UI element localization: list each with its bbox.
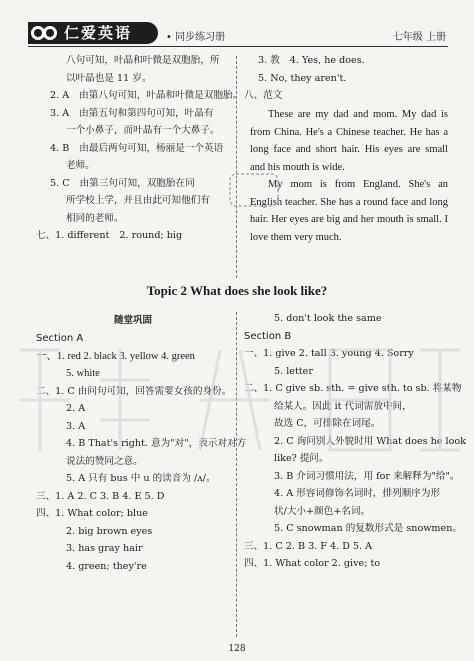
answer-text: 所学校上学，并且由此可知他们有 bbox=[66, 195, 210, 206]
answers-bottom-left bbox=[36, 330, 247, 575]
answer-line bbox=[244, 52, 448, 70]
answers-bottom-right bbox=[244, 310, 466, 573]
essay-paragraph-2: My mom is from England. She's an English teacher. She has a round face and long hair. Her eyes are big and her mouth is small. I love them very much. bbox=[250, 179, 448, 243]
answer-line: 二、1. C 由问句可知，回答需要女孩的身份。 bbox=[36, 385, 232, 397]
answer-text: 以叶晶也是 11 岁。 bbox=[66, 72, 152, 84]
answer-text: 由最后两句可知，杨丽是一个英语 bbox=[79, 142, 224, 154]
answer-line bbox=[36, 210, 232, 228]
answer-number: 4. B bbox=[50, 142, 70, 154]
answer-line: 四、1. What color 2. give; to bbox=[244, 558, 381, 569]
header-rule bbox=[28, 46, 448, 47]
brand-title: 仁爱英语 bbox=[64, 24, 133, 42]
section-subhead: 随堂巩固 bbox=[114, 315, 153, 326]
answer-line: 三、1. C 2. B 3. F 4. D 5. A bbox=[244, 540, 373, 552]
answer-line bbox=[244, 87, 448, 105]
answer-number: 2. A bbox=[50, 90, 70, 101]
answer-text: 相同的老师。 bbox=[66, 212, 124, 224]
answer-line bbox=[36, 105, 232, 123]
answer-line: 2. big brown eyes bbox=[66, 525, 153, 537]
answer-line: 4. A 形容词修饰名词时，排列顺序为形 bbox=[274, 488, 441, 499]
answer-text: 5. No, they aren't. bbox=[258, 72, 347, 84]
answer-number: 八、范文 bbox=[244, 90, 283, 101]
answer-line: 4. B That's right. 意为"对"，表示对对方 bbox=[66, 438, 247, 449]
answer-line: like? 提问。 bbox=[274, 453, 329, 464]
answer-line: 3. has gray hair bbox=[66, 543, 143, 554]
grade-label: 七年级 上册 bbox=[392, 32, 446, 43]
answer-line: 2. C 询问别人外貌时用 What does he look bbox=[274, 435, 466, 447]
series-name: • 同步练习册 bbox=[166, 32, 226, 43]
answer-line: 5. don't look the same bbox=[274, 313, 382, 324]
answer-line bbox=[36, 52, 232, 70]
answer-number: 七、1. different bbox=[36, 230, 110, 241]
answer-line: 故选 C，可排除在词尾。 bbox=[274, 418, 381, 429]
answer-line: 状/大小+颜色+名词。 bbox=[274, 505, 371, 517]
answer-line: 一、1. red 2. black 3. yellow 4. green bbox=[36, 350, 195, 362]
answer-line bbox=[36, 175, 232, 193]
answer-line bbox=[36, 70, 232, 88]
answer-text: 一个小鼻子，而叶晶有一个大鼻子。 bbox=[66, 125, 220, 136]
section-heading: Section A bbox=[36, 333, 84, 344]
answer-line bbox=[36, 122, 232, 140]
answer-line bbox=[36, 87, 243, 105]
answer-text: 由第八句可知，叶晶和叶微是双胞胎。 bbox=[79, 90, 243, 101]
topic-title: Topic 2 What does she look like? bbox=[146, 283, 328, 298]
answer-line bbox=[244, 70, 448, 88]
answer-number: 3. A bbox=[50, 107, 70, 119]
answers-top-left bbox=[36, 52, 243, 245]
page-header bbox=[0, 0, 474, 44]
brand-logo-icon bbox=[30, 22, 58, 44]
answers-top-right bbox=[244, 52, 448, 105]
answer-text: 老师。 bbox=[66, 160, 95, 171]
section-heading: Section B bbox=[244, 330, 292, 342]
answer-line bbox=[36, 157, 232, 175]
answer-line: 三、1. A 2. C 3. B 4. E 5. D bbox=[36, 490, 165, 502]
answer-line: 3. B 介词习惯用法，用 for 来解释为"给"。 bbox=[274, 470, 460, 482]
essay-paragraph-1: These are my dad and mom. My dad is from China. He's a Chinese teacher. He has a long face and short hair. His eyes are small and his mouth is wide. bbox=[250, 109, 448, 173]
page-number: 128 bbox=[228, 644, 246, 654]
answer-line: 5. C snowman 的复数形式是 snowmen。 bbox=[274, 523, 462, 534]
answer-line: 5. A 只有 bus 中 u 的读音为 /ʌ/。 bbox=[66, 473, 216, 484]
answer-line: 2. A bbox=[66, 403, 86, 414]
answer-line: 5. white bbox=[66, 368, 100, 379]
column-divider-bottom bbox=[236, 312, 237, 637]
answer-line bbox=[36, 227, 232, 245]
answer-line: 5. letter bbox=[274, 365, 313, 377]
answer-line: 3. A bbox=[66, 420, 86, 432]
answer-line: 二、1. C give sb. sth. = give sth. to sb. 将某物 bbox=[244, 383, 462, 394]
answer-text: 由第五句和第四句可知，叶晶有 bbox=[79, 107, 214, 119]
answer-line bbox=[36, 192, 232, 210]
answer-line: 四、1. What color; blue bbox=[36, 508, 148, 519]
answer-line: 说法的赞同之意。 bbox=[66, 455, 143, 467]
answer-text: 八句可知，叶晶和叶微是双胞胎，所 bbox=[66, 55, 220, 66]
answer-number: 5. C bbox=[50, 177, 70, 189]
answer-text: 由第三句可知，双胞胎在同 bbox=[79, 177, 195, 189]
watermark-stamp-icon bbox=[224, 170, 284, 210]
answer-line: 一、1. give 2. tall 3. young 4. Sorry bbox=[244, 348, 414, 359]
answer-line bbox=[36, 140, 232, 158]
answer-line: 给某人。因此 it 代词需放中间， bbox=[274, 400, 412, 412]
answer-text: 2. round; big bbox=[119, 230, 183, 241]
answer-number: 3. 教 bbox=[258, 55, 280, 66]
answer-text: 4. Yes, he does. bbox=[289, 55, 365, 66]
answer-line: 4. green; they're bbox=[66, 560, 147, 572]
